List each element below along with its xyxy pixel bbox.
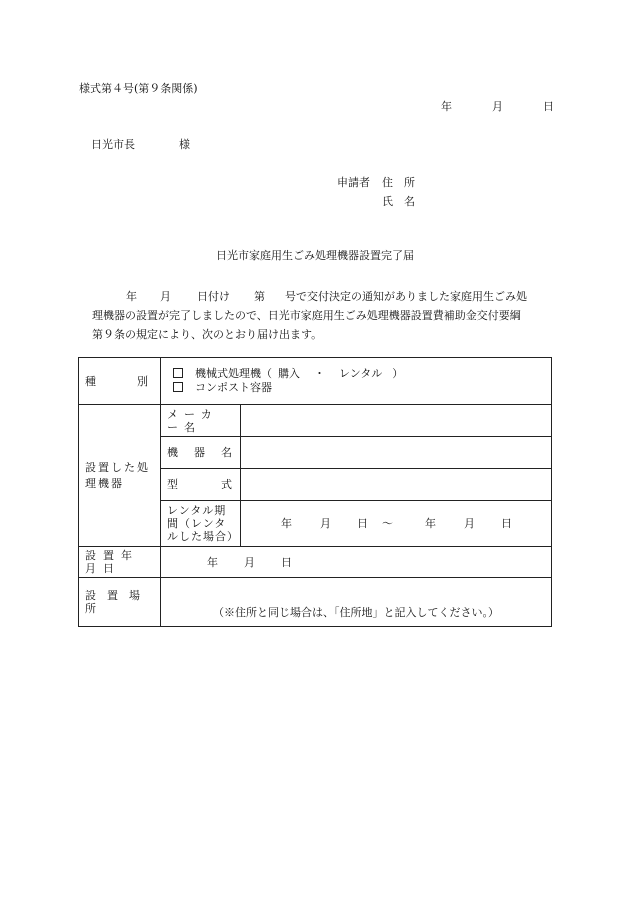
rental-to-day: 日 [501, 517, 512, 530]
type-model-label-cell [161, 469, 241, 501]
option-compost[interactable] [173, 381, 545, 395]
option-purchase[interactable]: 購入 [278, 367, 300, 380]
checkbox-compost[interactable] [173, 382, 183, 392]
install-place-note: （※住所と同じ場合は、「住所地」と記入してください。） [213, 605, 499, 619]
body-line-1 [92, 287, 554, 306]
rental-tilde: ～ [382, 517, 393, 530]
rental-from-month: 月 [320, 517, 331, 530]
form-table [78, 357, 552, 627]
maker-label: メーカー名 [167, 407, 218, 434]
checkbox-mechanical[interactable] [173, 368, 183, 378]
body-number-prefix: 第 [254, 290, 265, 303]
body-line-1-rest: 号で交付決定の通知がありました家庭用生ごみ処 [285, 290, 527, 303]
option-separator: ・ [314, 367, 325, 380]
install-place-label-cell [79, 578, 161, 627]
rental-to-month: 月 [464, 517, 475, 530]
install-place-value-cell[interactable] [161, 578, 552, 627]
addressee [91, 139, 190, 150]
maker-row [79, 405, 552, 437]
maker-value-cell[interactable] [241, 405, 552, 437]
install-date-row [79, 547, 552, 578]
type-model-label-1: 型 [167, 478, 178, 491]
type-model-value-cell[interactable] [241, 469, 552, 501]
submission-date[interactable] [441, 101, 554, 112]
rental-label-cell [161, 501, 241, 547]
date-month: 月 [492, 100, 503, 113]
body-text [92, 287, 554, 344]
option-close-paren: ） [392, 367, 404, 380]
model-label-1: 機 [167, 446, 178, 459]
install-date-label-cell [79, 547, 161, 578]
rental-period-label: レンタル期間（レンタルした場合） [167, 504, 239, 543]
model-label-3: 名 [221, 446, 232, 459]
type-label-1: 種 [85, 374, 96, 388]
model-label-2: 器 [194, 446, 205, 459]
install-year: 年 [207, 555, 218, 569]
rental-period-value-cell[interactable] [241, 501, 552, 547]
rental-from-year: 年 [281, 517, 292, 530]
install-month: 月 [244, 555, 255, 569]
type-row [79, 358, 552, 405]
device-label: 設置した処理機器 [85, 460, 150, 490]
rental-from-day: 日 [357, 517, 368, 530]
body-line-2: 理機器の設置が完了しましたので、日光市家庭用生ごみ処理機器設置費補助金交付要綱 [92, 309, 521, 322]
option-compost-label: コンポスト容器 [195, 381, 272, 394]
type-options-cell [161, 358, 552, 405]
type-model-label-2: 式 [221, 478, 232, 491]
install-date-label: 設置年月日 [85, 549, 139, 575]
type-label-cell [79, 358, 161, 405]
type-label-2: 別 [137, 374, 148, 388]
name-label[interactable]: 氏 名 [382, 195, 415, 208]
maker-label-cell [161, 405, 241, 437]
address-label[interactable]: 住 所 [382, 176, 415, 189]
install-date-value-cell[interactable] [161, 547, 552, 578]
model-label-cell [161, 437, 241, 469]
date-year: 年 [441, 100, 452, 113]
body-year: 年 [126, 290, 137, 303]
form-number: 様式第４号(第９条関係) [79, 82, 198, 95]
body-month: 月 [160, 290, 171, 303]
install-day: 日 [281, 555, 292, 569]
body-line-3: 第９条の規定により、次のとおり届け出ます。 [92, 328, 323, 341]
model-value-cell[interactable] [241, 437, 552, 469]
device-label-cell [79, 405, 161, 547]
mayor-title: 日光市長 [91, 138, 135, 151]
option-rental[interactable]: レンタル [339, 367, 383, 380]
date-day: 日 [543, 100, 554, 113]
document-title: 日光市家庭用生ごみ処理機器設置完了届 [216, 249, 414, 262]
body-dated: 日付け [197, 290, 230, 303]
applicant-label: 申請者 [337, 176, 370, 189]
rental-to-year: 年 [425, 517, 436, 530]
option-mechanical-label: 機械式処理機（ [195, 367, 272, 380]
option-mechanical[interactable] [173, 367, 545, 381]
install-place-label: 設置場所 [85, 589, 151, 615]
honorific: 様 [179, 138, 190, 151]
install-place-row [79, 578, 552, 627]
